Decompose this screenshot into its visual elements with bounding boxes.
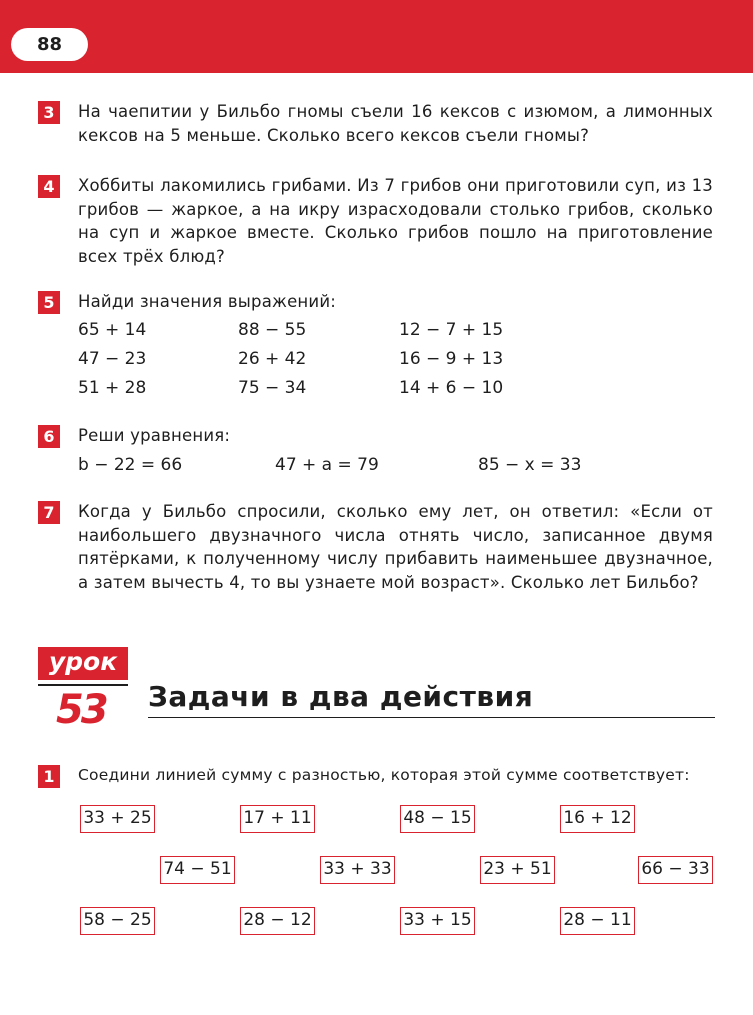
expression: 88 − 55	[238, 319, 307, 340]
task-4	[38, 174, 713, 268]
title-underline	[148, 717, 715, 718]
expression-box[interactable]: 28 − 12	[240, 907, 315, 935]
expression-box[interactable]: 16 + 12	[560, 805, 635, 833]
expression: 75 − 34	[238, 377, 307, 398]
expressions-grid	[78, 314, 713, 404]
exercise-1	[38, 764, 713, 788]
task-number-badge: 1	[38, 765, 60, 788]
task-number-badge: 4	[38, 175, 60, 198]
lesson-title: Задачи в два действия	[148, 680, 534, 713]
task-text: Соедини линией сумму с разностью, которая этой сумме соответствует:	[78, 766, 690, 784]
task-6	[38, 424, 713, 475]
task-text: На чаепитии у Бильбо гномы съели 16 кексов с изюмом, а лимонных кексов на 5 меньше. Сколько всего кексов съели гномы?	[78, 102, 713, 145]
expression: 65 + 14	[78, 319, 147, 340]
expression-box[interactable]: 48 − 15	[400, 805, 475, 833]
expression: 47 − 23	[78, 348, 147, 369]
task-number-badge: 7	[38, 501, 60, 524]
top-banner	[0, 0, 753, 73]
equation: b − 22 = 66	[78, 454, 183, 475]
lesson-divider	[38, 684, 128, 686]
expression-box[interactable]: 28 − 11	[560, 907, 635, 935]
expression-box[interactable]: 74 − 51	[160, 856, 235, 884]
equation: 85 − x = 33	[478, 454, 582, 475]
page-number: 88	[11, 28, 88, 61]
expression: 16 − 9 + 13	[399, 348, 504, 369]
expression-box[interactable]: 23 + 51	[480, 856, 555, 884]
task-3	[38, 100, 713, 147]
expression-box[interactable]: 66 − 33	[638, 856, 713, 884]
task-5	[38, 290, 713, 404]
task-text: Найди значения выражений:	[78, 292, 337, 311]
expression-box[interactable]: 33 + 15	[400, 907, 475, 935]
task-number-badge: 5	[38, 291, 60, 314]
expression-box[interactable]: 17 + 11	[240, 805, 315, 833]
expression: 51 + 28	[78, 377, 147, 398]
lesson-label: урок	[38, 647, 128, 680]
expression: 14 + 6 − 10	[399, 377, 504, 398]
equation: 47 + a = 79	[275, 454, 379, 475]
task-number-badge: 6	[38, 425, 60, 448]
task-7	[38, 500, 713, 594]
expression: 12 − 7 + 15	[399, 319, 504, 340]
lesson-number: 53	[56, 687, 106, 733]
expression: 26 + 42	[238, 348, 307, 369]
expression-box[interactable]: 33 + 33	[320, 856, 395, 884]
task-text: Хоббиты лакомились грибами. Из 7 грибов они приготовили суп, из 13 грибов — жаркое, а на икру израсходовали столько грибов, сколько на суп и жаркое вместе. Сколько грибов пошло на приготовление всех трёх блюд?	[78, 176, 713, 266]
equations-row	[78, 448, 713, 475]
task-text: Когда у Бильбо спросили, сколько ему лет, он ответил: «Если от наибольшего двузначного числа отнять число, записанное двумя пятёрками, к полученному числу прибавить наименьшее двузначное, а затем вычесть 4, то вы узнаете мой возраст». Сколько лет Бильбо?	[78, 502, 713, 592]
task-number-badge: 3	[38, 101, 60, 124]
expression-box[interactable]: 58 − 25	[80, 907, 155, 935]
expression-box[interactable]: 33 + 25	[80, 805, 155, 833]
task-text: Реши уравнения:	[78, 426, 231, 445]
